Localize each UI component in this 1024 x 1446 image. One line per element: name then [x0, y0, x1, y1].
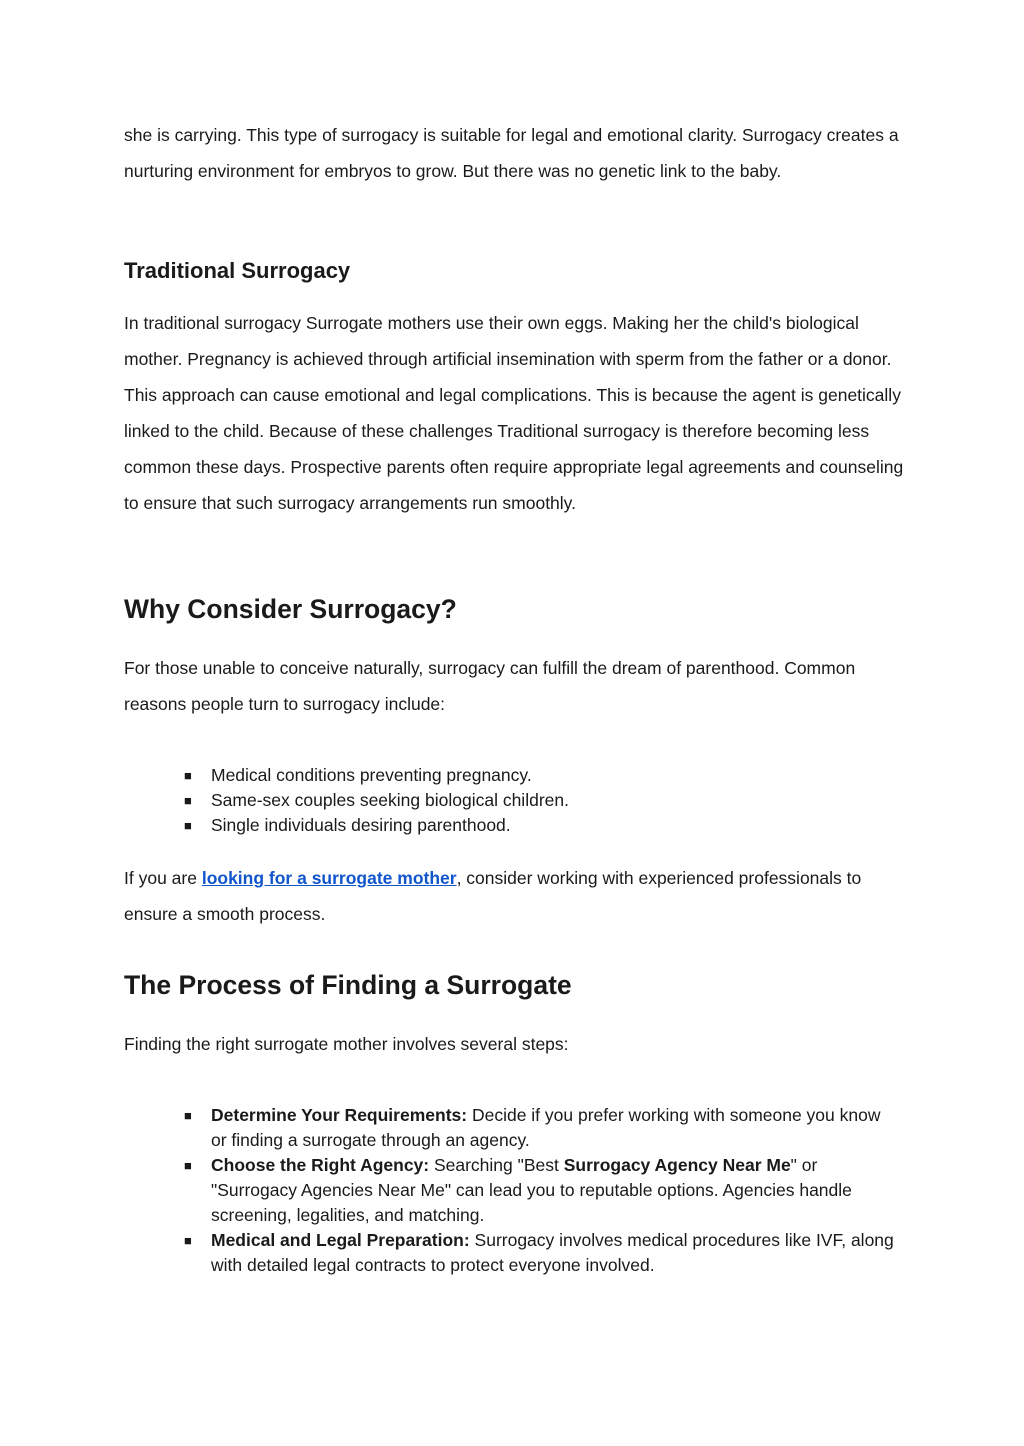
list-item-text: Medical conditions preventing pregnancy. [211, 765, 532, 785]
step-title: Medical and Legal Preparation: [211, 1230, 470, 1250]
surrogate-mother-link[interactable]: looking for a surrogate mother [201, 868, 457, 888]
process-heading: The Process of Finding a Surrogate [124, 970, 572, 1000]
step-text: Decide if you prefer working with someone you know or finding a surrogate through an agency. [211, 1105, 881, 1150]
list-item [184, 788, 899, 813]
cta-suffix: , consider working with experienced professionals to ensure a smooth process. [124, 868, 862, 924]
surrogate-cta-paragraph [124, 860, 904, 932]
traditional-surrogacy-heading: Traditional Surrogacy [124, 258, 351, 283]
cta-prefix: If you are [124, 868, 202, 888]
square-bullet-icon: ■ [184, 793, 192, 808]
step-text: Surrogacy involves medical procedures like IVF, along with detailed legal contracts to protect everyone involved. [211, 1230, 894, 1275]
square-bullet-icon: ■ [184, 1233, 192, 1248]
square-bullet-icon: ■ [184, 1158, 192, 1173]
list-item [184, 763, 899, 788]
square-bullet-icon: ■ [184, 818, 192, 833]
reasons-list [184, 763, 899, 838]
list-item [184, 1228, 899, 1278]
step-text: " or "Surrogacy Agencies Near Me" can lead you to reputable options. Agencies handle screening, legalities, and matching. [211, 1155, 852, 1225]
process-steps-list [184, 1103, 899, 1278]
step-title: Determine Your Requirements: [211, 1105, 468, 1125]
list-item [184, 1153, 899, 1228]
square-bullet-icon: ■ [184, 1108, 192, 1123]
square-bullet-icon: ■ [184, 768, 192, 783]
intro-paragraph: she is carrying. This type of surrogacy is suitable for legal and emotional clarity. Surrogacy creates a nurturing environment for embryos to grow. But there was no genetic link to the baby. [124, 125, 899, 181]
step-text: Searching "Best [429, 1155, 564, 1175]
step-emphasis: Surrogacy Agency Near Me [563, 1155, 791, 1175]
why-consider-heading: Why Consider Surrogacy? [124, 594, 457, 624]
process-paragraph: Finding the right surrogate mother involves several steps: [124, 1034, 569, 1054]
step-title: Choose the Right Agency: [211, 1155, 430, 1175]
list-item [184, 1103, 899, 1153]
list-item-text: Single individuals desiring parenthood. [211, 815, 511, 835]
traditional-surrogacy-paragraph: In traditional surrogacy Surrogate mothers use their own eggs. Making her the child's biological mother. Pregnancy is achieved through artificial insemination with sperm from the father or a donor. This approach can cause emotional and legal complications. This is because the agent is genetically linked to the child. Because of these challenges Traditional surrogacy is therefore becoming less common these days. Prospective parents often require appropriate legal agreements and counseling to ensure that such surrogacy arrangements run smoothly. [124, 313, 904, 513]
why-consider-paragraph: For those unable to conceive naturally, surrogacy can fulfill the dream of parenthood. Common reasons people turn to surrogacy include: [124, 658, 856, 714]
list-item [184, 813, 899, 838]
list-item-text: Same-sex couples seeking biological children. [211, 790, 569, 810]
